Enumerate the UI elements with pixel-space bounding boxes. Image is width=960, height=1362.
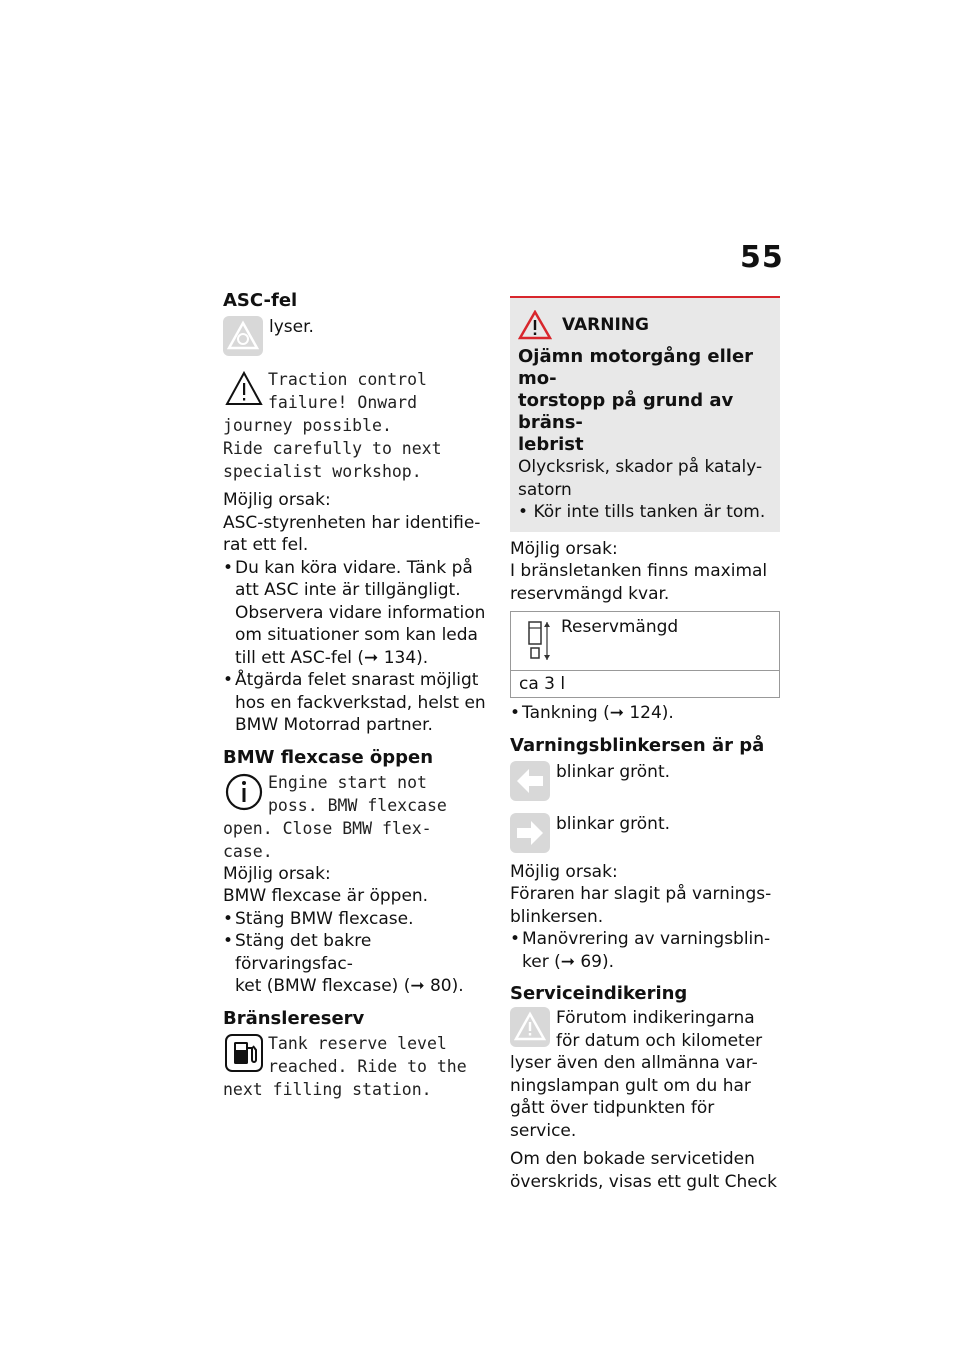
reserve-table-header xyxy=(511,612,779,671)
hazard-cause-label: Möjlig orsak: xyxy=(510,861,618,882)
fuel-message-line: Tank reserve level xyxy=(268,1033,447,1053)
asc-icon-text: lyser. xyxy=(269,317,314,337)
fuel-message xyxy=(223,1032,493,1101)
bullet-line: • Du kan köra vidare. Tänk på xyxy=(235,557,473,578)
asc-message xyxy=(223,368,493,483)
asc-message-line: specialist workshop. xyxy=(223,462,422,481)
list-item xyxy=(223,669,493,737)
flexcase-cause-label: Möjlig orsak: xyxy=(223,863,331,884)
bullet-line: • Stäng det bakre förvaringsfac- xyxy=(235,931,372,974)
hazard-cause-line: Föraren har slagit på varnings- xyxy=(510,884,772,904)
asc-cause-label: Möjlig orsak: xyxy=(223,490,331,510)
fuel-cause-label: Möjlig orsak: xyxy=(510,538,618,559)
cross-reference-link[interactable]: ker (➞ 69). xyxy=(522,951,615,972)
asc-message-line: Traction control xyxy=(268,370,427,389)
service-block xyxy=(510,1007,780,1142)
bullet-line: om situationer som kan leda xyxy=(235,625,478,645)
service-text2-line: Om den bokade servicetiden xyxy=(510,1149,755,1169)
service-text-line: för datum och kilometer xyxy=(556,1030,763,1051)
service-text-line: lyser även den allmänna var- xyxy=(510,1053,758,1073)
cross-reference-link[interactable]: ket (BMW flexcase) (➞ 80). xyxy=(235,976,464,996)
hazard-cause-line: blinkersen. xyxy=(510,906,604,927)
warning-bullet-text: Kör inte tills tanken är tom. xyxy=(533,502,766,522)
warning-text-line: Olycksrisk, skador på kataly- xyxy=(518,457,763,477)
flexcase-message-line: open. Close BMW flex- xyxy=(223,818,432,838)
asc-bullets xyxy=(223,557,493,737)
warning-title-line: torstopp på grund av bräns- xyxy=(518,390,734,433)
info-icon xyxy=(223,771,265,813)
list-item xyxy=(223,908,493,931)
bullet-line: att ASC inte är tillgängligt. xyxy=(235,580,461,600)
flexcase-message-line: poss. BMW flexcase xyxy=(268,795,447,815)
warning-text-line: satorn xyxy=(518,479,572,500)
warning-header xyxy=(518,310,772,340)
service-warning-icon xyxy=(510,1007,550,1047)
fuel-message-line: next filling station. xyxy=(223,1079,432,1099)
bullet-line: • Stäng BMW flexcase. xyxy=(235,908,414,929)
bullet-line: hos en fackverkstad, helst en xyxy=(235,692,486,713)
hazard-heading: Varningsblinkersen är på xyxy=(510,734,765,756)
warning-bullet: • Kör inte tills tanken är tom. xyxy=(518,502,766,522)
service-text2-line: överskrids, visas ett gult Check xyxy=(510,1171,777,1192)
bullet-line: • Åtgärda felet snarast möjligt xyxy=(235,670,479,690)
refuel-bullets xyxy=(510,702,780,725)
reserve-table-value: ca 3 l xyxy=(519,674,566,694)
fuel-cause-line: reservmängd kvar. xyxy=(510,583,670,604)
hazard-left-text: blinkar grönt. xyxy=(556,761,671,782)
service-text-line: Förutom indikeringarna xyxy=(556,1008,755,1028)
flexcase-message-line: Engine start not xyxy=(268,772,427,792)
bullet-line: • Manövrering av varningsblin- xyxy=(522,929,771,949)
asc-message-line: failure! Onward xyxy=(268,393,418,412)
bullet-line: BMW Motorrad partner. xyxy=(235,715,433,735)
list-item xyxy=(510,702,780,725)
hazard-left-row xyxy=(510,761,780,803)
cross-reference-link[interactable]: • Tankning (➞ 124). xyxy=(522,703,674,723)
asc-cause-line: ASC-styrenheten har identifie- xyxy=(223,512,481,533)
fuel-message-line: reached. Ride to the xyxy=(268,1056,467,1076)
warning-box xyxy=(510,296,780,532)
flexcase-bullets xyxy=(223,908,493,998)
fuel-gauge-icon xyxy=(523,618,553,664)
warning-triangle-icon xyxy=(223,368,265,410)
asc-heading: ASC-fel xyxy=(223,290,298,311)
service-heading: Serviceindikering xyxy=(510,983,688,1004)
left-column xyxy=(223,290,493,1101)
fuel-heading: Bränslereserv xyxy=(223,1007,365,1029)
list-item xyxy=(510,928,780,973)
warning-title-line: lebrist xyxy=(518,434,584,455)
arrow-right-icon xyxy=(510,813,550,853)
arrow-left-icon xyxy=(510,761,550,801)
fuel-pump-icon xyxy=(223,1032,265,1074)
flexcase-heading: BMW flexcase öppen xyxy=(223,746,434,768)
right-column xyxy=(510,296,780,1193)
asc-message-line: journey possible. xyxy=(223,416,392,435)
flexcase-message xyxy=(223,771,493,863)
reserve-table-header-label: Reservmängd xyxy=(561,617,679,637)
list-item xyxy=(223,557,493,670)
warning-label: VARNING xyxy=(562,315,649,335)
asc-message-line: Ride carefully to next xyxy=(223,439,442,458)
hazard-right-text: blinkar grönt. xyxy=(556,813,671,834)
asc-indicator-row xyxy=(223,316,493,358)
page-number: 55 xyxy=(740,240,784,275)
flexcase-message-line: case. xyxy=(223,841,273,861)
asc-icon xyxy=(223,316,263,356)
cross-reference-link[interactable]: till ett ASC-fel (➞ 134). xyxy=(235,647,429,668)
hazard-bullets xyxy=(510,928,780,973)
flexcase-cause-line: BMW flexcase är öppen. xyxy=(223,886,429,906)
asc-cause-line: rat ett fel. xyxy=(223,535,309,555)
reserve-table xyxy=(510,611,780,698)
bullet-line: Observera vidare information xyxy=(235,602,486,623)
service-text-line: ningslampan gult om du har xyxy=(510,1075,751,1096)
warning-triangle-icon xyxy=(518,310,552,340)
list-item xyxy=(223,930,493,998)
service-text-line: gått över tidpunkten för service. xyxy=(510,1098,715,1141)
warning-title-line: Ojämn motorgång eller mo- xyxy=(518,346,754,389)
hazard-right-row xyxy=(510,813,780,855)
fuel-cause-line: I bränsletanken finns maximal xyxy=(510,561,768,581)
